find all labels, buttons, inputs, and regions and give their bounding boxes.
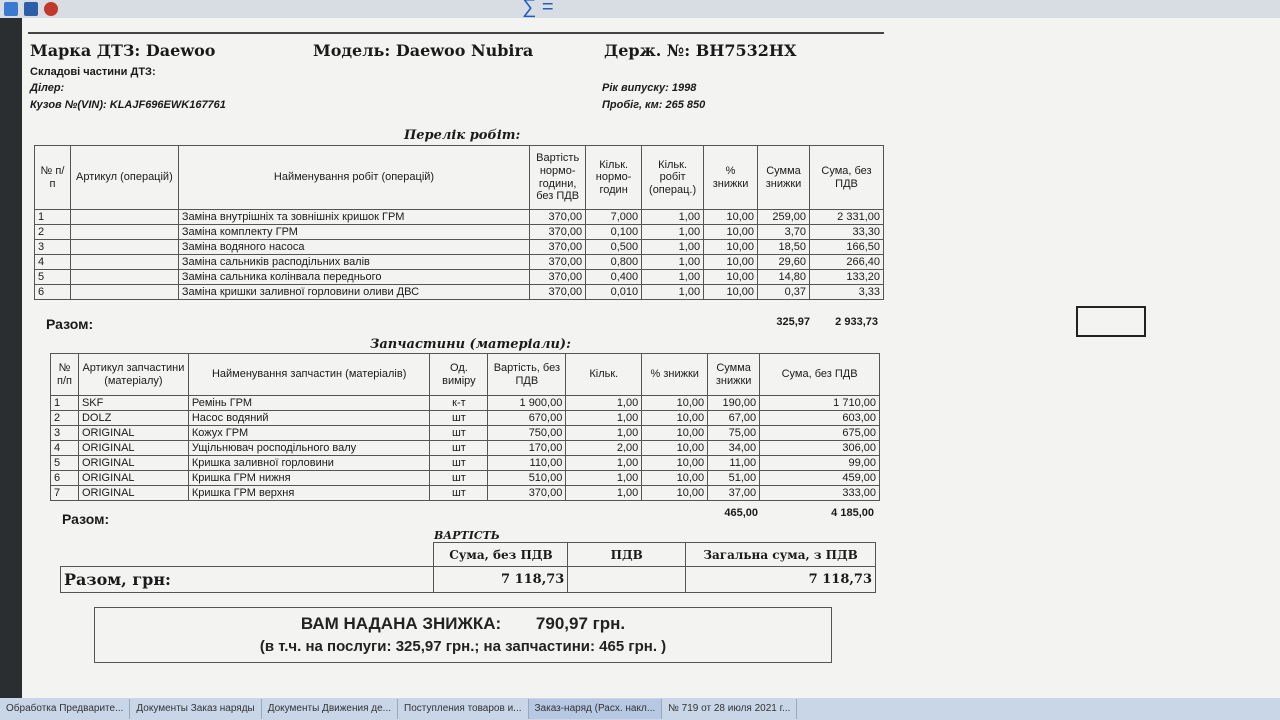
works-cell: 10,00 <box>704 225 758 240</box>
works-cell: 370,00 <box>530 285 586 300</box>
parts-cell: 6 <box>51 471 79 486</box>
parts-cell: Насос водяний <box>188 411 430 426</box>
parts-cell: 1,00 <box>566 456 642 471</box>
parts-cell: 190,00 <box>708 396 760 411</box>
model-label: Модель: Daewoo Nubira <box>313 41 534 60</box>
works-cell: Заміна кришки заливної горловини оливи ДВС <box>178 285 529 300</box>
works-cell: 0,400 <box>586 270 642 285</box>
cost-title: ВАРТІСТЬ <box>434 529 500 542</box>
parts-cell: Кришка ГРМ нижня <box>188 471 430 486</box>
parts-cell: 170,00 <box>488 441 566 456</box>
works-cell <box>70 240 178 255</box>
parts-cell: 2 <box>51 411 79 426</box>
parts-row <box>51 396 880 411</box>
works-col-discount-pct: % знижки <box>704 146 758 210</box>
parts-cell: 3 <box>51 426 79 441</box>
parts-cell: 75,00 <box>708 426 760 441</box>
works-col-num: № п/п <box>35 146 71 210</box>
works-cell: 370,00 <box>530 255 586 270</box>
parts-col-unit: Од. виміру <box>430 354 488 396</box>
works-cell: 1,00 <box>642 285 704 300</box>
parts-col-num: № п/п <box>51 354 79 396</box>
taskbar-item[interactable]: Документы Движения де... <box>262 699 398 719</box>
works-cell: 0,37 <box>758 285 810 300</box>
parts-col-discount-pct: % знижки <box>642 354 708 396</box>
parts-cell: к-т <box>430 396 488 411</box>
parts-cell: 11,00 <box>708 456 760 471</box>
sum-icon[interactable]: ∑ = <box>522 0 554 18</box>
works-cell: 370,00 <box>530 270 586 285</box>
parts-cell: ORIGINAL <box>78 486 188 501</box>
works-cell: Заміна сальника колінвала переднього <box>178 270 529 285</box>
works-cell: 370,00 <box>530 225 586 240</box>
works-cell: 166,50 <box>810 240 884 255</box>
works-row <box>35 225 884 240</box>
discount-breakdown: (в т.ч. на послуги: 325,97 грн.; на запчастини: 465 грн. ) <box>259 638 667 655</box>
parts-cell: 4 <box>51 441 79 456</box>
parts-cell: шт <box>430 441 488 456</box>
cost-table <box>60 542 876 593</box>
works-cell <box>70 255 178 270</box>
parts-col-name: Найменування запчастин (матеріалів) <box>188 354 430 396</box>
save-icon[interactable] <box>24 2 38 16</box>
works-cell: 10,00 <box>704 270 758 285</box>
parts-row <box>51 456 880 471</box>
works-total-label: Разом: <box>46 316 94 332</box>
works-row <box>35 240 884 255</box>
works-col-total: Сума, без ПДВ <box>810 146 884 210</box>
taskbar-item[interactable]: № 719 от 28 июля 2021 г... <box>662 699 797 719</box>
works-total-sum: 2 933,73 <box>835 316 878 328</box>
works-cell: Заміна водяного насоса <box>178 240 529 255</box>
parts-cell: 333,00 <box>760 486 880 501</box>
cost-col-vat: ПДВ <box>568 543 686 567</box>
works-table <box>34 145 884 300</box>
works-col-article: Артикул (операцій) <box>70 146 178 210</box>
works-cell: 6 <box>35 285 71 300</box>
year-label: Рік випуску: 1998 <box>602 82 697 94</box>
parts-cell: 370,00 <box>488 486 566 501</box>
parts-cell: 10,00 <box>642 441 708 456</box>
taskbar-item[interactable]: Заказ-наряд (Расх. накл... <box>529 699 663 719</box>
vin-label: Кузов №(VIN): KLAJF696EWK167761 <box>30 99 226 111</box>
works-cell: Заміна комплекту ГРМ <box>178 225 529 240</box>
parts-cell: 99,00 <box>760 456 880 471</box>
mileage-label: Пробіг, км: 265 850 <box>602 99 706 111</box>
parts-cell: 2,00 <box>566 441 642 456</box>
parts-col-qty: Кільк. <box>566 354 642 396</box>
parts-title: Запчастини (матеріали): <box>370 337 571 352</box>
taskbar-item[interactable]: Документы Заказ наряды <box>130 699 261 719</box>
works-cell: 259,00 <box>758 210 810 225</box>
parts-cell: Кришка заливної горловини <box>188 456 430 471</box>
parts-cell: 1,00 <box>566 411 642 426</box>
parts-row <box>51 471 880 486</box>
parts-col-article: Артикул запчастини (матеріалу) <box>78 354 188 396</box>
parts-cell: DOLZ <box>78 411 188 426</box>
works-cell: 266,40 <box>810 255 884 270</box>
parts-cell: 1 900,00 <box>488 396 566 411</box>
parts-cell: ORIGINAL <box>78 441 188 456</box>
taskbar-item[interactable]: Обработка Предварите... <box>0 699 130 719</box>
parts-cell: 1,00 <box>566 486 642 501</box>
parts-cell: 34,00 <box>708 441 760 456</box>
works-cell: 370,00 <box>530 240 586 255</box>
parts-col-total: Сума, без ПДВ <box>760 354 880 396</box>
works-cell: 1,00 <box>642 240 704 255</box>
works-cell: 1,00 <box>642 210 704 225</box>
parts-total-sum: 4 185,00 <box>831 507 874 519</box>
parts-cell: шт <box>430 471 488 486</box>
monitor-bezel <box>0 18 22 703</box>
parts-cell: 10,00 <box>642 396 708 411</box>
parts-cell: 51,00 <box>708 471 760 486</box>
works-cell: Заміна внутрішніх та зовнішніх кришок ГРМ <box>178 210 529 225</box>
works-cell: Заміна сальників расподільних валів <box>178 255 529 270</box>
parts-cell: 37,00 <box>708 486 760 501</box>
works-cell: 10,00 <box>704 255 758 270</box>
cost-spacer <box>61 543 434 567</box>
parts-cell: 1,00 <box>566 426 642 441</box>
parts-col-price: Вартість, без ПДВ <box>488 354 566 396</box>
works-cell: 0,500 <box>586 240 642 255</box>
components-label: Складові частини ДТЗ: <box>30 66 156 78</box>
brand-label: Марка ДТЗ: Daewoo <box>30 41 216 60</box>
plate-label: Держ. №: ВН7532НХ <box>604 41 797 60</box>
dealer-label: Ділер: <box>30 82 65 94</box>
parts-cell: 750,00 <box>488 426 566 441</box>
works-cell: 0,100 <box>586 225 642 240</box>
parts-cell: ORIGINAL <box>78 456 188 471</box>
works-cell <box>70 210 178 225</box>
discount-value: 790,97 грн. <box>535 614 626 633</box>
works-cell: 3,70 <box>758 225 810 240</box>
works-cell <box>70 270 178 285</box>
works-cell: 0,010 <box>586 285 642 300</box>
works-cell <box>70 285 178 300</box>
help-icon[interactable] <box>44 2 58 16</box>
parts-table <box>50 353 880 501</box>
parts-cell: 1 <box>51 396 79 411</box>
parts-cell: 10,00 <box>642 411 708 426</box>
works-col-qty: Кільк. робіт (операц.) <box>642 146 704 210</box>
works-col-discount-sum: Сумма знижки <box>758 146 810 210</box>
works-cell: 133,20 <box>810 270 884 285</box>
parts-cell: Ущільнювач росподільного валу <box>188 441 430 456</box>
parts-cell: Кожух ГРМ <box>188 426 430 441</box>
parts-cell: 5 <box>51 456 79 471</box>
parts-cell: 1 710,00 <box>760 396 880 411</box>
works-title: Перелік робіт: <box>404 128 521 143</box>
cost-total-value: 7 118,73 <box>686 567 876 593</box>
works-row <box>35 285 884 300</box>
parts-cell: 10,00 <box>642 426 708 441</box>
cost-row-label: Разом, грн: <box>61 567 434 593</box>
parts-cell: 110,00 <box>488 456 566 471</box>
parts-cell: 510,00 <box>488 471 566 486</box>
works-col-price: Вартість нормо-години, без ПДВ <box>530 146 586 210</box>
cost-col-total: Загальна сума, з ПДВ <box>686 543 876 567</box>
parts-col-discount-sum: Сумма знижки <box>708 354 760 396</box>
parts-cell: Ремінь ГРМ <box>188 396 430 411</box>
discount-label: ВАМ НАДАНА ЗНИЖКА: <box>300 614 502 633</box>
works-cell: 3,33 <box>810 285 884 300</box>
works-cell: 3 <box>35 240 71 255</box>
works-cell: 1,00 <box>642 270 704 285</box>
parts-cell: 10,00 <box>642 456 708 471</box>
works-cell: 10,00 <box>704 240 758 255</box>
parts-cell: шт <box>430 486 488 501</box>
parts-row <box>51 441 880 456</box>
works-cell: 18,50 <box>758 240 810 255</box>
parts-cell: 603,00 <box>760 411 880 426</box>
works-col-name: Найменування робіт (операцій) <box>178 146 529 210</box>
cost-vat-value <box>568 567 686 593</box>
taskbar-item[interactable]: Поступления товаров и... <box>398 699 528 719</box>
works-row <box>35 255 884 270</box>
works-cell: 14,80 <box>758 270 810 285</box>
works-col-hours: Кільк. нормо-годин <box>586 146 642 210</box>
divider <box>28 32 884 34</box>
parts-total-discount: 465,00 <box>724 507 758 519</box>
parts-cell: 675,00 <box>760 426 880 441</box>
works-cell: 2 331,00 <box>810 210 884 225</box>
empty-frame <box>1076 306 1146 337</box>
cost-sum-value: 7 118,73 <box>434 567 568 593</box>
cost-col-sum: Сума, без ПДВ <box>434 543 568 567</box>
works-cell: 10,00 <box>704 285 758 300</box>
app-icon[interactable] <box>4 2 18 16</box>
parts-cell: шт <box>430 411 488 426</box>
works-row <box>35 270 884 285</box>
parts-cell: SKF <box>78 396 188 411</box>
works-cell: 7,000 <box>586 210 642 225</box>
works-cell: 1,00 <box>642 255 704 270</box>
works-cell: 5 <box>35 270 71 285</box>
works-cell: 370,00 <box>530 210 586 225</box>
parts-cell: 10,00 <box>642 471 708 486</box>
parts-cell: 1,00 <box>566 471 642 486</box>
parts-cell: 7 <box>51 486 79 501</box>
works-cell: 1,00 <box>642 225 704 240</box>
taskbar <box>0 698 1280 720</box>
works-cell <box>70 225 178 240</box>
top-toolbar <box>0 0 1280 18</box>
works-total-discount: 325,97 <box>776 316 810 328</box>
works-cell: 10,00 <box>704 210 758 225</box>
works-cell: 0,800 <box>586 255 642 270</box>
parts-cell: 1,00 <box>566 396 642 411</box>
parts-row <box>51 486 880 501</box>
parts-row <box>51 426 880 441</box>
works-cell: 1 <box>35 210 71 225</box>
parts-cell: 10,00 <box>642 486 708 501</box>
works-cell: 2 <box>35 225 71 240</box>
parts-cell: Кришка ГРМ верхня <box>188 486 430 501</box>
parts-cell: 306,00 <box>760 441 880 456</box>
parts-cell: 67,00 <box>708 411 760 426</box>
parts-cell: ORIGINAL <box>78 471 188 486</box>
works-cell: 4 <box>35 255 71 270</box>
works-cell: 29,60 <box>758 255 810 270</box>
parts-row <box>51 411 880 426</box>
works-row <box>35 210 884 225</box>
works-cell: 33,30 <box>810 225 884 240</box>
discount-box <box>94 607 832 663</box>
parts-cell: 459,00 <box>760 471 880 486</box>
parts-cell: шт <box>430 456 488 471</box>
parts-cell: 670,00 <box>488 411 566 426</box>
parts-total-label: Разом: <box>62 511 110 527</box>
parts-cell: ORIGINAL <box>78 426 188 441</box>
parts-cell: шт <box>430 426 488 441</box>
